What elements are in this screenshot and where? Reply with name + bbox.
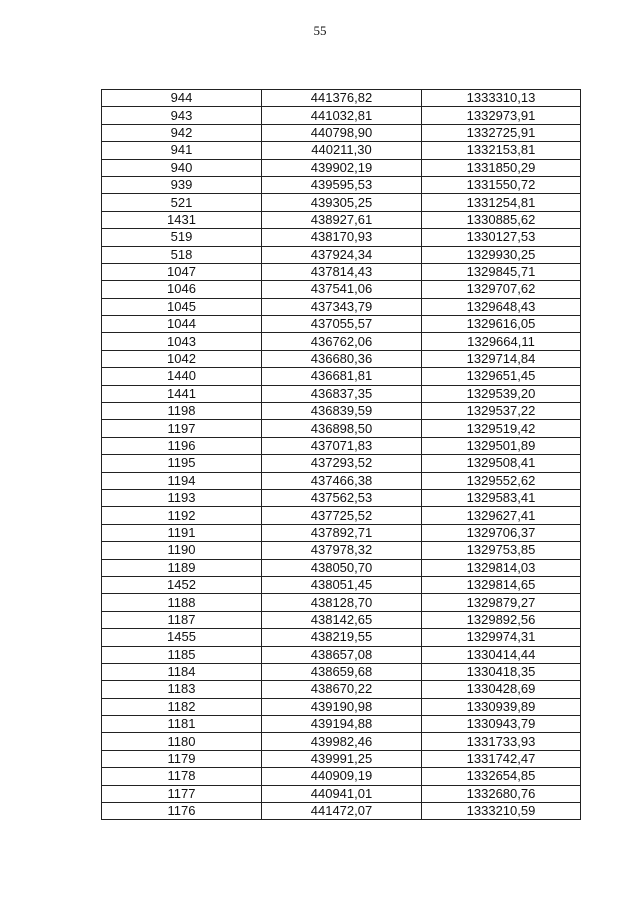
table-row — [102, 281, 581, 298]
table-row — [102, 611, 581, 628]
x-coordinate-cell: 441376,82 — [262, 90, 422, 107]
point-number-cell: 1180 — [102, 733, 262, 750]
point-number-cell: 1182 — [102, 698, 262, 715]
point-number-cell: 1195 — [102, 455, 262, 472]
point-number-cell: 1177 — [102, 785, 262, 802]
table-row — [102, 437, 581, 454]
point-number-cell: 1047 — [102, 263, 262, 280]
y-coordinate-cell: 1333310,13 — [422, 90, 581, 107]
table-row — [102, 559, 581, 576]
table-row — [102, 263, 581, 280]
page-number: 55 — [313, 23, 327, 38]
point-number-cell: 519 — [102, 229, 262, 246]
y-coordinate-cell: 1329583,41 — [422, 489, 581, 506]
table-row — [102, 750, 581, 767]
y-coordinate-cell: 1330414,44 — [422, 646, 581, 663]
table-row — [102, 385, 581, 402]
x-coordinate-cell: 437562,53 — [262, 489, 422, 506]
x-coordinate-cell: 436680,36 — [262, 350, 422, 367]
point-number-cell: 518 — [102, 246, 262, 263]
point-number-cell: 1188 — [102, 594, 262, 611]
point-number-cell: 1193 — [102, 489, 262, 506]
x-coordinate-cell: 437466,38 — [262, 472, 422, 489]
x-coordinate-cell: 438927,61 — [262, 211, 422, 228]
y-coordinate-cell: 1329814,03 — [422, 559, 581, 576]
y-coordinate-cell: 1329627,41 — [422, 507, 581, 524]
y-coordinate-cell: 1329508,41 — [422, 455, 581, 472]
point-number-cell: 1187 — [102, 611, 262, 628]
x-coordinate-cell: 436839,59 — [262, 403, 422, 420]
table-row — [102, 472, 581, 489]
point-number-cell: 1452 — [102, 576, 262, 593]
x-coordinate-cell: 437293,52 — [262, 455, 422, 472]
y-coordinate-cell: 1329707,62 — [422, 281, 581, 298]
table-row — [102, 403, 581, 420]
x-coordinate-cell: 439902,19 — [262, 159, 422, 176]
y-coordinate-cell: 1330127,53 — [422, 229, 581, 246]
y-coordinate-cell: 1329706,37 — [422, 524, 581, 541]
point-number-cell: 1176 — [102, 803, 262, 820]
x-coordinate-cell: 441032,81 — [262, 107, 422, 124]
y-coordinate-cell: 1329664,11 — [422, 333, 581, 350]
x-coordinate-cell: 437055,57 — [262, 316, 422, 333]
y-coordinate-cell: 1332654,85 — [422, 768, 581, 785]
table-row — [102, 785, 581, 802]
x-coordinate-cell: 438219,55 — [262, 629, 422, 646]
y-coordinate-cell: 1330939,89 — [422, 698, 581, 715]
point-number-cell: 1196 — [102, 437, 262, 454]
x-coordinate-cell: 439305,25 — [262, 194, 422, 211]
y-coordinate-cell: 1331254,81 — [422, 194, 581, 211]
y-coordinate-cell: 1329930,25 — [422, 246, 581, 263]
y-coordinate-cell: 1330418,35 — [422, 663, 581, 680]
table-row — [102, 733, 581, 750]
table-row — [102, 716, 581, 733]
table-row — [102, 316, 581, 333]
table-row — [102, 142, 581, 159]
x-coordinate-cell: 440909,19 — [262, 768, 422, 785]
coordinates-table — [101, 89, 581, 820]
x-coordinate-cell: 437725,52 — [262, 507, 422, 524]
table-row — [102, 229, 581, 246]
y-coordinate-cell: 1329537,22 — [422, 403, 581, 420]
x-coordinate-cell: 438170,93 — [262, 229, 422, 246]
x-coordinate-cell: 436898,50 — [262, 420, 422, 437]
point-number-cell: 1044 — [102, 316, 262, 333]
x-coordinate-cell: 437978,32 — [262, 542, 422, 559]
point-number-cell: 1194 — [102, 472, 262, 489]
y-coordinate-cell: 1331850,29 — [422, 159, 581, 176]
x-coordinate-cell: 436837,35 — [262, 385, 422, 402]
table-row — [102, 333, 581, 350]
point-number-cell: 1181 — [102, 716, 262, 733]
point-number-cell: 1045 — [102, 298, 262, 315]
x-coordinate-cell: 437541,06 — [262, 281, 422, 298]
table-row — [102, 646, 581, 663]
point-number-cell: 942 — [102, 124, 262, 141]
y-coordinate-cell: 1332680,76 — [422, 785, 581, 802]
y-coordinate-cell: 1329648,43 — [422, 298, 581, 315]
table-row — [102, 768, 581, 785]
x-coordinate-cell: 440211,30 — [262, 142, 422, 159]
table-row — [102, 420, 581, 437]
point-number-cell: 1455 — [102, 629, 262, 646]
point-number-cell: 1178 — [102, 768, 262, 785]
table-row — [102, 455, 581, 472]
y-coordinate-cell: 1331742,47 — [422, 750, 581, 767]
y-coordinate-cell: 1329892,56 — [422, 611, 581, 628]
point-number-cell: 1190 — [102, 542, 262, 559]
table-row — [102, 594, 581, 611]
x-coordinate-cell: 439991,25 — [262, 750, 422, 767]
x-coordinate-cell: 437892,71 — [262, 524, 422, 541]
x-coordinate-cell: 438142,65 — [262, 611, 422, 628]
y-coordinate-cell: 1329753,85 — [422, 542, 581, 559]
table-row — [102, 576, 581, 593]
x-coordinate-cell: 438670,22 — [262, 681, 422, 698]
x-coordinate-cell: 436762,06 — [262, 333, 422, 350]
table-row — [102, 90, 581, 107]
table-row — [102, 176, 581, 193]
point-number-cell: 943 — [102, 107, 262, 124]
x-coordinate-cell: 436681,81 — [262, 368, 422, 385]
point-number-cell: 1431 — [102, 211, 262, 228]
x-coordinate-cell: 441472,07 — [262, 803, 422, 820]
y-coordinate-cell: 1331550,72 — [422, 176, 581, 193]
point-number-cell: 939 — [102, 176, 262, 193]
point-number-cell: 1441 — [102, 385, 262, 402]
y-coordinate-cell: 1329519,42 — [422, 420, 581, 437]
point-number-cell: 1185 — [102, 646, 262, 663]
x-coordinate-cell: 439982,46 — [262, 733, 422, 750]
y-coordinate-cell: 1329814,65 — [422, 576, 581, 593]
y-coordinate-cell: 1329616,05 — [422, 316, 581, 333]
y-coordinate-cell: 1330885,62 — [422, 211, 581, 228]
table-row — [102, 350, 581, 367]
point-number-cell: 940 — [102, 159, 262, 176]
point-number-cell: 1184 — [102, 663, 262, 680]
x-coordinate-cell: 438659,68 — [262, 663, 422, 680]
y-coordinate-cell: 1331733,93 — [422, 733, 581, 750]
x-coordinate-cell: 439190,98 — [262, 698, 422, 715]
x-coordinate-cell: 437814,43 — [262, 263, 422, 280]
point-number-cell: 1440 — [102, 368, 262, 385]
y-coordinate-cell: 1332153,81 — [422, 142, 581, 159]
table-row — [102, 524, 581, 541]
point-number-cell: 1192 — [102, 507, 262, 524]
point-number-cell: 1183 — [102, 681, 262, 698]
x-coordinate-cell: 438657,08 — [262, 646, 422, 663]
table-row — [102, 507, 581, 524]
x-coordinate-cell: 440941,01 — [262, 785, 422, 802]
table-row — [102, 194, 581, 211]
table-row — [102, 298, 581, 315]
x-coordinate-cell: 439595,53 — [262, 176, 422, 193]
point-number-cell: 1046 — [102, 281, 262, 298]
table-row — [102, 629, 581, 646]
x-coordinate-cell: 437924,34 — [262, 246, 422, 263]
x-coordinate-cell: 440798,90 — [262, 124, 422, 141]
y-coordinate-cell: 1329651,45 — [422, 368, 581, 385]
table-row — [102, 698, 581, 715]
y-coordinate-cell: 1329879,27 — [422, 594, 581, 611]
x-coordinate-cell: 437071,83 — [262, 437, 422, 454]
point-number-cell: 1197 — [102, 420, 262, 437]
point-number-cell: 1191 — [102, 524, 262, 541]
y-coordinate-cell: 1329974,31 — [422, 629, 581, 646]
point-number-cell: 944 — [102, 90, 262, 107]
table-row — [102, 542, 581, 559]
y-coordinate-cell: 1329501,89 — [422, 437, 581, 454]
y-coordinate-cell: 1330943,79 — [422, 716, 581, 733]
point-number-cell: 1189 — [102, 559, 262, 576]
table-row — [102, 246, 581, 263]
y-coordinate-cell: 1333210,59 — [422, 803, 581, 820]
x-coordinate-cell: 439194,88 — [262, 716, 422, 733]
point-number-cell: 1043 — [102, 333, 262, 350]
table-row — [102, 489, 581, 506]
table-row — [102, 107, 581, 124]
point-number-cell: 1198 — [102, 403, 262, 420]
coordinates-table-body — [102, 90, 581, 820]
x-coordinate-cell: 437343,79 — [262, 298, 422, 315]
y-coordinate-cell: 1329714,84 — [422, 350, 581, 367]
point-number-cell: 1042 — [102, 350, 262, 367]
y-coordinate-cell: 1329539,20 — [422, 385, 581, 402]
table-row — [102, 803, 581, 820]
x-coordinate-cell: 438051,45 — [262, 576, 422, 593]
y-coordinate-cell: 1330428,69 — [422, 681, 581, 698]
table-row — [102, 663, 581, 680]
table-row — [102, 159, 581, 176]
x-coordinate-cell: 438128,70 — [262, 594, 422, 611]
table-row — [102, 368, 581, 385]
point-number-cell: 941 — [102, 142, 262, 159]
table-row — [102, 124, 581, 141]
table-row — [102, 211, 581, 228]
x-coordinate-cell: 438050,70 — [262, 559, 422, 576]
y-coordinate-cell: 1332725,91 — [422, 124, 581, 141]
point-number-cell: 1179 — [102, 750, 262, 767]
table-row — [102, 681, 581, 698]
y-coordinate-cell: 1329552,62 — [422, 472, 581, 489]
point-number-cell: 521 — [102, 194, 262, 211]
y-coordinate-cell: 1329845,71 — [422, 263, 581, 280]
y-coordinate-cell: 1332973,91 — [422, 107, 581, 124]
